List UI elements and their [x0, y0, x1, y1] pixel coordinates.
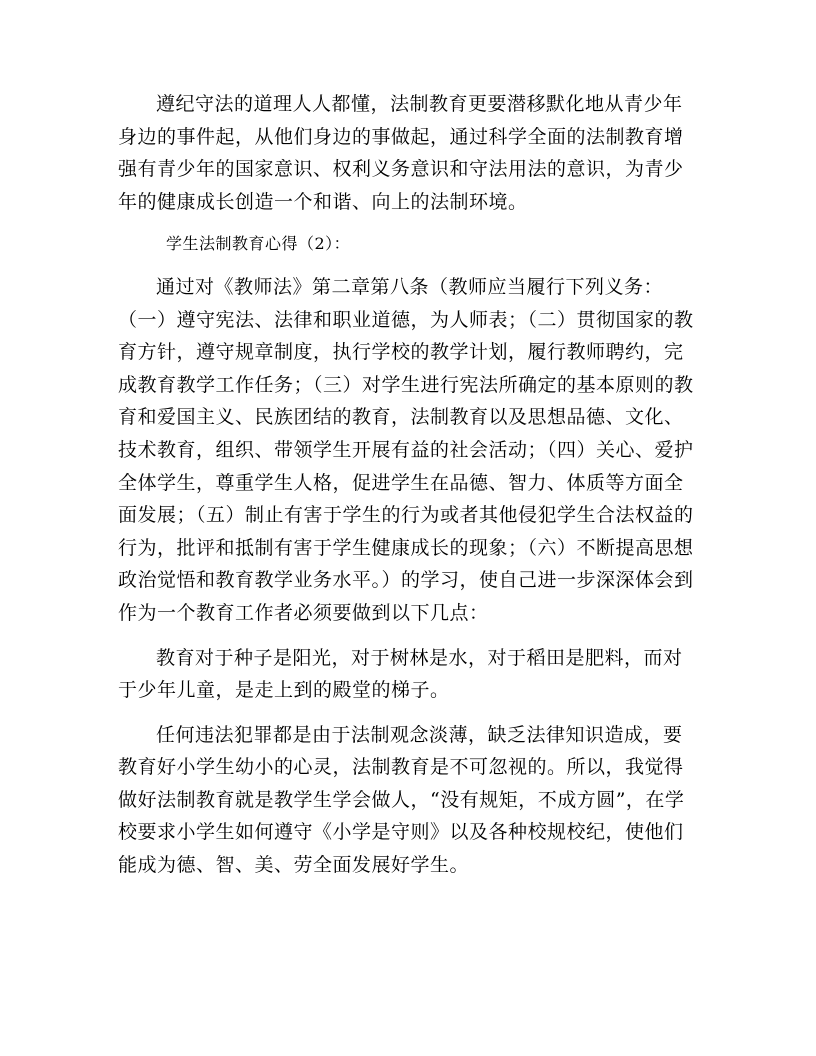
document-body: [118, 88, 694, 882]
paragraph-law-awareness: 遵纪守法的道理人人都懂，法制教育更要潜移默化地从青少年身边的事件起，从他们身边的事做起，通过科学全面的法制教育增强有青少年的国家意识、权利义务意识和守法用法的意识，为青少年的健康成长创造一个和谐、向上的法制环境。: [118, 93, 684, 213]
paragraph-teacher-law: 通过对《教师法》第二章第八条（教师应当履行下列义务：（一）遵守宪法、法律和职业道德，为人师表；（二）贯彻国家的教育方针，遵守规章制度，执行学校的教学计划，履行教师聘约，完成教育教学工作任务；（三）对学生进行宪法所确定的基本原则的教育和爱国主义、民族团结的教育，法制教育以及思想品德、文化、技术教育，组织、带领学生开展有益的社会活动；（四）关心、爱护全体学生，尊重学生人格，促进学生在品德、智力、体质等方面全面发展；（五）制止有害于学生的行为或者其他侵犯学生合法权益的行为，批评和抵制有害于学生健康成长的现象；（六）不断提高思想政治觉悟和教育教学业务水平。）的学习，使自己进一步深深体会到作为一个教育工作者必须要做到以下几点：: [118, 275, 694, 624]
section-heading: 学生法制教育心得（2）：: [166, 234, 351, 254]
paragraph-legal-education: 任何违法犯罪都是由于法制观念淡薄，缺乏法律知识造成，要教育好小学生幼小的心灵，法制教育是不可忽视的。所以，我觉得做好法制教育就是教学生学会做人，“没有规矩，不成方圆”，在学校要求小学生如何遵守《小学是守则》以及各种校规校纪，使他们能成为德、智、美、劳全面发展好学生。: [118, 723, 685, 877]
paragraph-education-metaphor: 教育对于种子是阳光，对于树林是水，对于稻田是肥料，而对于少年儿童，是走上到的殿堂的梯子。: [118, 646, 683, 702]
